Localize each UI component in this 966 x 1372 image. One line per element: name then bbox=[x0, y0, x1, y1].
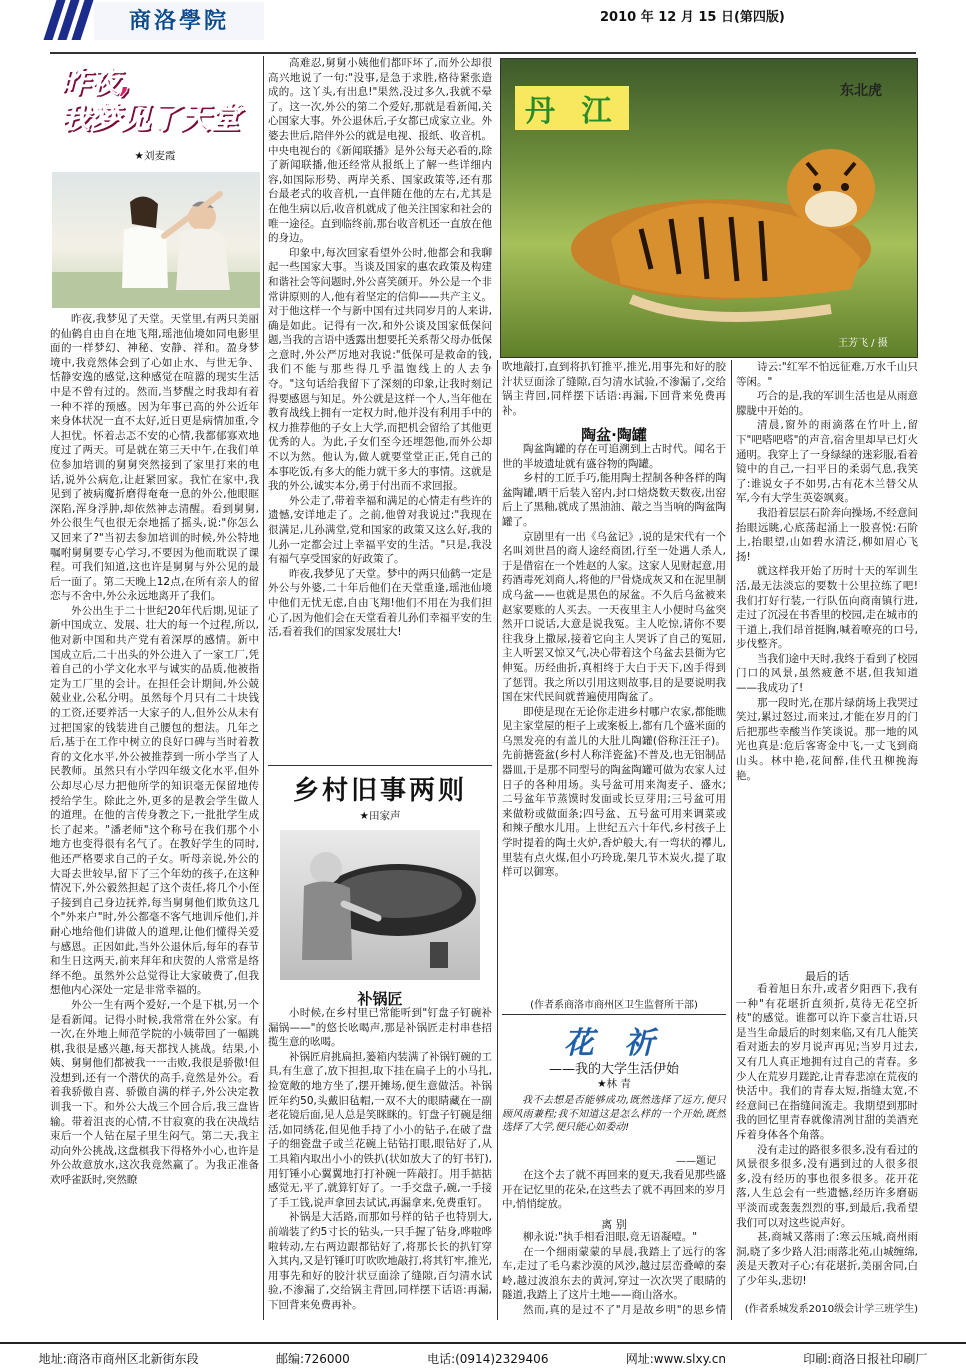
article3-preface: 我不去想是否能够成功,既然选择了远方,便只顾风雨兼程;我不知道这是怎么样的一个开始,既然选择了大学,便只能心如委动! bbox=[502, 1095, 726, 1133]
footer-address: 地址:商洛市商州区北新街东段 bbox=[38, 1351, 199, 1366]
article3-sec2-text: 诗云:"红军不怕远征难,万水千山只等闲。" 巧合的是,我的军训生活也是从雨意朦胧中开始的。 清晨,窗外的雨滴落在竹叶上,留下"吧嗒吧嗒"的声音,宿舍里却早已灯火通明。我穿上了一身绿绿的迷彩服,看着镜中的自己,一扫平日的柔弱气息,我笑了:谁说女子不如男,古有花木兰替父从军,今有大学生英姿飒爽。 我沿着层层石阶奔向操场,不经意间抬眼远眺,心底荡起涌上一股喜悦:石阶上,抬眼望,山如碧水清泛,柳如眉心飞扬! 就这样我开始了历时十天的军训生活,最无法淡忘的要数十公里拉练了吧!我们打好行装,一行队伍向商南镇行进,走过了沉浸在书香里的校园,走在城市的干道上,我们昂首挺胸,喊着嘹亮的口号,步伐整齐。 当我们途中天时,我终于看到了校园门口的风景,虽然疲惫不堪,但我知道——我成功了! 那一段时光,在那片绿荫场上我哭过笑过,累过怒过,而来过,才能在岁月的门后把那些幸酸当作笑谈说。那一地的风光也真是:危后客寄金中飞,一丈飞到商山头。林中艳,花间醉,佳代丑柳挽海艳。 bbox=[736, 361, 918, 782]
article2-sub2-text: 陶盆陶罐的存在可追溯到上古时代。闻名于世的半坡遗址就有盛谷物的陶罐。 乡村的工匠手巧,能用陶土捏制各种各样的陶盆陶罐,晒干后装入窑内,封口焙烧数天数夜,出窑后上了黑釉,就成了黑油油、敲之当当响的陶盆陶罐了。 京剧里有一出《乌盆记》,说的是宋代有一个名叫刘世昌的商人途经商团,行至一处遇人杀人,于是借宿在一个姓赵的人家。这家人见财起意,用药酒毒死刘商人,将他的尸骨烧成灰又和在泥里制成乌盆——也就是黑色的尿盆。不久后乌盆被来赵家要账的人买去。一天夜里主人小便时乌盆突然开口说话,大意是说我冤。主人吃惊,请你不要往我身上撒尿,接着它向主人哭诉了自己的冤屈,主人听罢又惊又气,决心带着这个乌盆去县衙为它伸冤。历经曲折,真相终于大白于天下,凶手得到了惩罚。我之所以引用这则故事,目的是要说明我国在宋代民间就普遍使用陶盆了。 即使是现在无论你走进乡村哪户农家,都能瞧见主家堂屋的柜子上或案板上,都有几个盛米面的乌黑发亮的有盖儿的大肚儿陶罐(俗称汪汪子)。先前搪瓷盆(乡村人称洋瓷盆)不普及,也无铝制品器皿,于是那不同型号的陶盆陶罐可做为农家人过日子的各种用场。头号盆可用来淘麦子、盛水;二号盆年节蒸馍时发面或长豆芽用;三号盆可用来做粉或做面条;四号盆、五号盆可用来调菜或和辣子酿水儿用。上世纪五六十年代,乡村孩子上学时提着的陶土火炉,香炉般大,有一弯状的襻儿,里装有点火煤,但小巧玲珑,架几节木炭火,提了取样可以御寒。 bbox=[502, 443, 726, 879]
tiger-caption: 东北虎 bbox=[840, 83, 882, 99]
article2-sub1-text: 小时候,在乡村里已常能听到"钉盘子钉碗补漏锅——"的悠长吆喝声,那是补锅匠走村串巷招揽生意的吆喝。 补锅匠肩挑扁担,篓箱内装满了补锅钉碗的工具,有生意了,放下担担,取下挂在扁子上的小马扎,捡宽敞的地方坐了,摆开摊场,便生意做活。补锅匠年约50,头戴旧毡帽,一双不大的眼睛藏在一副老花镜后面,见人总是笑眯眯的。钉盘子钉碗是细活,如同绣花,但见他手持了小小的钻子,在破了盘子的细瓷盘子或兰花碗上钻钻打眼,眼钻好了,从工具箱内取出小小的铁扒(状如放大了的钉书钉),用钉锤小心翼翼地打打补碗一阵敲打。用手掂掂感觉无,平了,就算钉好了。一手交盘子,碗,一手接了手工钱,说声拿回去试试,再漏拿来,免费重钉。 补锅是大活路,而那如号样的钻子也特别大,前端装了约5寸长的钻头,一只手握了钻身,哗啦哗啦转动,左右两边跟都钻好了,将那长长的扒钉穿入其内,又是钉锤叮叮吹吹地敲打,将其钉牢,推光,用事先和好的胶汁状豆面涂了缝隙,百匀清水试验,不渗漏了,交给锅主背回,同样摆下话语:再漏,下回背来免费再补。 bbox=[268, 1007, 492, 1311]
column-divider bbox=[497, 360, 498, 1320]
article1-title-line2: 我梦见了天堂 bbox=[60, 101, 240, 136]
masthead-rule bbox=[50, 52, 916, 54]
article1-column1-text: 昨夜,我梦见了天堂。天堂里,有两只美丽的仙鹤自由自在地飞翔,瑶池仙境如同电影里面的一样梦幻、神秘、安静、祥和。盈身梦境中,我竟然体会到了心如止水、与世无争、恬静安逸的感觉,这种感觉在喧嚣的现实生活中是不曾有过的。然而,当梦醒之时我却有着一种不祥的预感。因为年事已高的外公近年来身体状况一直不太好,近日更是病情加重,令人担忧。怀着忐忑不安的心情,我都郁寡欢地度过了两天。可是就在第三天中午,在我们单位参加培训的舅舅突然接到了家里打来的电话,说外公病危,让赶紧回家。我忙在家中,我见到了被病魔折磨得奄奄一息的外公,他眼眶深陷,浑身浮肿,却依然神志清醒。看到舅舅,外公很生气也很无奈地摇了摇头,说:"你怎么又回来了?"当初去参加培训的时候,外公特地嘱咐舅舅要专心学习,不要因为他而耽误了课程。可我们知道,这也许是舅舅与外公见的最后一面了。第二天晚上12点,在所有亲人的留恋与不舍中,外公永远地离开了我们。 外公出生于二十世纪20年代后期,见证了新中国成立、发展、壮大的每一个过程,所以,他对新中国和共产党有着深厚的感情。新中国成立后,二十出头的外公进入了一家工厂,凭着自己的小学文化水平与诚实的品质,他被指定为工厂里的会计。在担任会计期间,外公兢兢业业,公私分明。虽然每个月只有二十块钱的工资,还要养活一大家子的人,但外公从未有过把国家的钱装进自己腰包的想法。几年之后,基于在工作中树立的良好口碑与当时着教育的文化水平,外公被推荐到一所小学当了人民教师。虽然只有小学四年级文化水平,但外公却尽心尽力把他所学的知识毫无保留地传授给学生。除此之外,更多的是教会学生做人的道理。在他的言传身教之下,一批批学生成长了起来。"潘老师"这个称号在我们那个小地方也变得很有名气了。在教好学生的同时,他还严格要求自己的子女。听母亲说,外公的大哥去世较早,留下了三个年幼的孩子,在这种情况下,外公毅然担起了这个责任,将几个小侄子接到自己身边抚养,每当舅舅他们欺负这几个"外来户"时,外公都毫不客气地训斥他们,并耐心地给他们讲做人的道理,让他们懂得关爱与感恩。正因如此,当外公退休后,每年的春节和生日这两天,前来拜年和庆贺的人常常是络绎不绝。虽然外公总觉得让大家破费了,但我想他内心深处一定是非常幸福的。 外公一生有两个爱好,一个是下棋,另一个是看新闻。记得小时候,我常常在外公家。有一次,在外地上师范学院的小姨带回了一幅跳棋,我很是感兴趣,每天都找人挑战。结果,小姨、舅舅他们都被我一一击败,我很是骄傲!但没想到,还有一个潜伏的高手,竟然是外公。看着我骄傲自喜、骄傲自满的样子,外公决定教训我一下。和外公大战三个回合后,我三盘皆输。带着沮丧的心情,不甘寂寞的我在决战结束后一个人钻在屋子里生闷气。第二天,我主动向外公挑战,这盘棋我下得格外小心,也许是外公故意放水,这次我竟然赢了。为我正准备欢呼雀跃时,突然瞭 bbox=[50, 313, 259, 1187]
column-divider bbox=[731, 360, 732, 1320]
article3-intro: 在这个去了就不再回来的夏天,我看见那些盛开在记忆里的花朵,在这些去了就不再回来的岁月中,悄悄绽放。 bbox=[502, 1169, 726, 1211]
article3-title: 花 祈 bbox=[563, 1026, 665, 1061]
footer-postcode: 邮编:726000 bbox=[275, 1351, 350, 1366]
elderly-photo bbox=[52, 172, 260, 308]
article2-sub1-title: 补锅匠 bbox=[357, 990, 403, 1008]
article1-title-line1: 昨夜, bbox=[60, 65, 132, 100]
article1-column2-text: 高难忍,舅舅小姨他们都吓坏了,而外公却很高兴地说了一句:"没事,是急于求胜,格待紧张造成的。这丫头,有出息!"果然,没过多久,我就不晕了。这一次,外公的第二个爱好,那就是看新闻,关心国家大事。外公退休后,子女都已成家立业。外婆去世后,陪伴外公的就是电视、报纸、收音机。中央电视台的《新闻联播》是外公每天必看的,除了新闻联播,他还经常从报纸上了解一些详细内容,如国际形势、两岸关系、国家政策等,还有那台最老式的收音机,一直伴随在他的左右,尤其是在他生病以后,收音机就成了他关注国家和社会的唯一途径。直到临终前,那台收音机还一直放在他的身边。 印象中,每次回家看望外公时,他都会和我聊起一些国家大事。当谈及国家的惠农政策及构建和谐社会等问题时,外公喜笑颜开。外公是一个非常讲原则的人,他有着坚定的信仰——共产主义。对于他这样一个与新中国有过共同岁月的人来讲,确是如此。记得有一次,和外公谈及国家低保问题,当我的言语中透露出想要托关系帮父母办低保之意时,外公严厉地对我说:"低保可是救命的钱,我们不能与那些得几乎温饱线上的人去争夺。"这句话给我留下了深刻的印象,让我时刻记得要感恩与知足。外公就是这样一个人,当年他在教育战线上拥有一定权力时,他并没有利用手中的权力推荐他的子女上大学,而把机会留给了其他更优秀的人。为此,子女们至今还埋怨他,而外公却不以为然。他认为,做人就要堂堂正正,凭自己的本事吃饭,有多大的能力就干多大的事情。这就是我的外公,诚实本分,勇于付出而不求回报。 外公走了,带着幸福和满足的心情走有些许的遗憾,安详地走了。之前,他曾对我说过:"我现在很满足,儿孙满堂,党和国家的政策又这么好,我的儿孙一定都会过上幸福平安的生活。"只是,我没有福气享受国家的好政策了。 昨夜,我梦见了天堂。梦中的两只仙鹤一定是外公与外婆,二十年后他们在天堂重逢,瑶池仙境中他们无忧无虑,自由飞翔!他们不用在为我们担心了,因为他们会在天堂看着儿孙们幸福平安的生活,看着我们的国家发展壮大! bbox=[268, 57, 492, 639]
article3-sec1-title: 离 别 bbox=[601, 1218, 627, 1231]
masthead-school-name: 商洛學院 bbox=[94, 2, 264, 40]
article2-footnote: (作者系商洛市商州区卫生监督所干部) bbox=[530, 1000, 698, 1011]
article3-author: ★林 青 bbox=[597, 1078, 631, 1090]
article3-sec3-title: 最后的话 bbox=[805, 970, 849, 983]
elderly-photo-illustration bbox=[52, 172, 260, 308]
column-divider bbox=[263, 56, 264, 1320]
article3-sec1-text: 柳永说:"执手相看泪眼,竟无语凝噎。" 在一个细雨蒙蒙的早晨,我踏上了远行的客车,走过了毛乌素沙漠的风沙,越过层峦叠嶂的秦岭,越过波浪东去的黄河,穿过一次次哭了眼睛的隧道,我踏上了这片土地——商山洛水。 然而,真的是过不了"月是故乡明"的思乡情 bbox=[502, 1231, 726, 1316]
footer bbox=[0, 1342, 966, 1372]
article2-sub1-continued-text: 吹地敲打,直到将扒钉推平,推光,用事先和好的胶汁状豆面涂了缝隙,百匀清水试验,不渗漏了,交给锅主背回,同样摆下话语:再漏,下回背来免费再补。 bbox=[502, 361, 726, 416]
article3-sec3-text: 看着旭日东升,或者夕阳西下,我有一种"有花堪折直须折,莫待无花空折枝"的感觉。谁都可以许下豪言壮语,只是当生命最后的时刻来临,又有几人能笑看对逝去的岁月说声再见;当岁月过去,又有几人真正地拥有过自己的青春。多少人在荒岁月蹉跎,让青春悲凉在荒夜的快活中。我们的青春太短,指缝太宽,不经意间已在指缝间流走。我期望到那时我的回忆里青春就像清冽甘甜的美酒充斥着身体各个角落。 没有走过的路很多很多,没有看过的风景很多很多,没有遇到过的人很多很多,没有经历的事也很多很多。花开花落,人生总会有一些遗憾,经历许多磨砺平淡而或轰轰烈烈的事,到最后,我希望我们可以对这些说声好。 甚,商城又落雨了:寒云压城,商州雨洞,晓了多少路人泪;雨落北苑,山城缠绵,羡是天教对子心;有花堪折,美丽舍同,白了少年头,悲切! bbox=[736, 983, 918, 1287]
article3-top-rule bbox=[502, 1014, 726, 1015]
footer-printer: 印刷:商洛日报社印刷厂 bbox=[803, 1351, 928, 1366]
article2-title: 乡村旧事两则 bbox=[292, 776, 467, 806]
article2-sub2-title: 陶盆·陶罐 bbox=[581, 426, 647, 444]
masthead-date: 2010 年 12 月 15 日(第四版) bbox=[600, 10, 785, 25]
article3-footnote: (作者系城发系2010级会计学三班学生) bbox=[744, 1304, 918, 1315]
craftsman-photo bbox=[280, 830, 480, 980]
article2-author: ★田家声 bbox=[359, 810, 401, 822]
tiger-title-label: 丹 江 bbox=[515, 86, 629, 130]
article2-top-rule bbox=[268, 765, 492, 766]
article3-subtitle: ——我的大学生活伊始 bbox=[548, 1062, 679, 1077]
footer-phone: 电话:(0914)2329406 bbox=[427, 1351, 549, 1366]
tiger-credit: 王芳飞 / 摄 bbox=[838, 338, 888, 349]
article3-preface-note: ——题记 bbox=[676, 1156, 716, 1167]
footer-website[interactable]: 网址:www.slxy.cn bbox=[625, 1351, 727, 1366]
craftsman-photo-illustration bbox=[280, 830, 480, 980]
article1-author: ★刘麦霞 bbox=[134, 150, 176, 162]
